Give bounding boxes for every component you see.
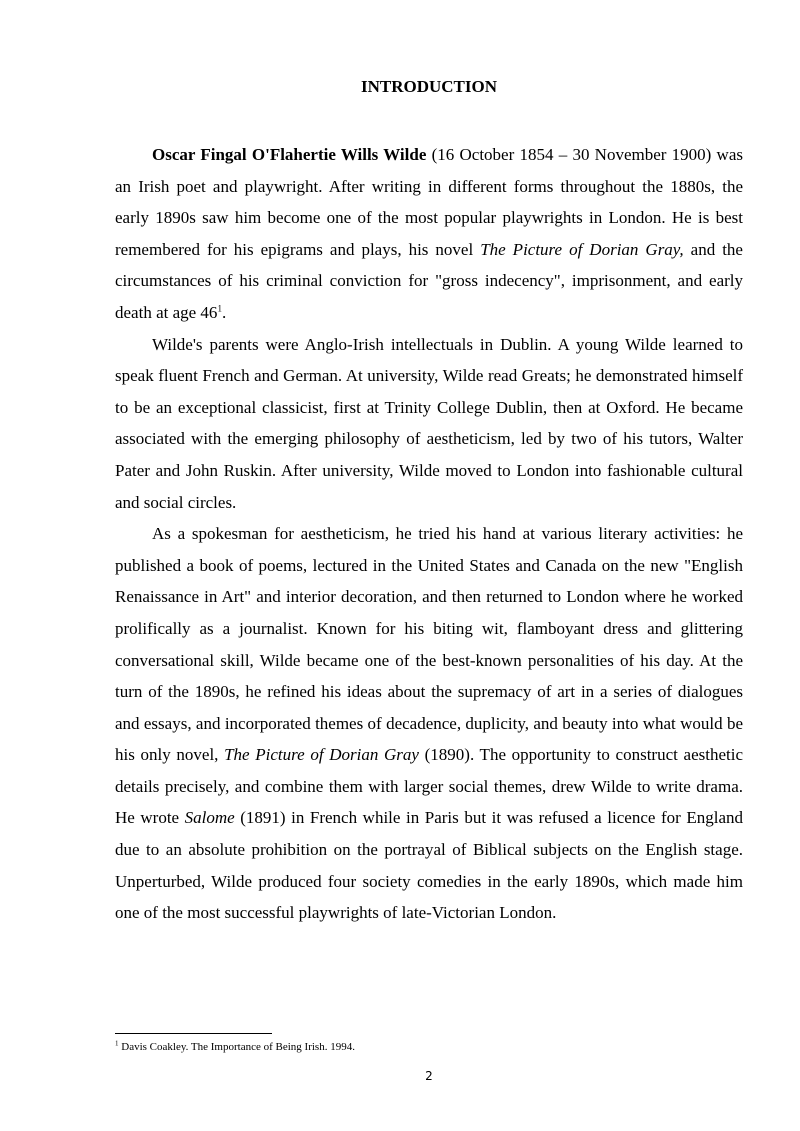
footnote-divider <box>115 1033 272 1034</box>
footnote <box>115 1040 743 1054</box>
footnote-reference[interactable]: 1 <box>217 303 222 314</box>
footnote-marker: 1 <box>115 1039 119 1048</box>
paragraph-1-text-b: and the circumstances of his criminal conviction for "gross indecency", imprisonment, and early death at age 46 <box>115 239 743 322</box>
paragraph-3 <box>115 518 743 929</box>
paragraph-3-text-c: (1891) in French while in Paris but it was refused a licence for England due to an absolute prohibition on the portrayal of Biblical subjects on the English stage. Unperturbed, Wilde produced four society comedies in the early 1890s, which made him one of the most successful playwrights of late-Victorian London. <box>115 808 743 923</box>
paragraph-1-text-a: (16 October 1854 – 30 November 1900) was an Irish poet and playwright. After writing in different forms throughout the 1880s, the early 1890s saw him become one of the most popular playwrights in London. He is best remembered for his epigrams and plays, his novel <box>115 145 743 259</box>
paragraph-3-text-b: (1890). The opportunity to construct aesthetic details precisely, and combine them with larger social themes, drew Wilde to write drama. He wrote <box>115 745 743 828</box>
footnote-text: Davis Coakley. The Importance of Being Irish. 1994. <box>118 1041 355 1053</box>
novel-title: The Picture of Dorian Gray, <box>480 239 684 259</box>
body-text <box>115 139 743 929</box>
page-number: 2 <box>425 1069 433 1083</box>
paragraph-1-text-c: . <box>221 302 227 322</box>
paragraph-1 <box>115 139 743 329</box>
paragraph-2: Wilde's parents were Anglo-Irish intellectuals in Dublin. A young Wilde learned to speak fluent French and German. At university, Wilde read Greats; he demonstrated himself to be an exceptional classicist, first at Trinity College Dublin, then at Oxford. He became associated with the emerging philosophy of aestheticism, led by two of his tutors, Walter Pater and John Ruskin. After university, Wilde moved to London into fashionable cultural and social circles. <box>115 334 743 512</box>
novel-title: The Picture of Dorian Gray <box>224 745 419 765</box>
page-title: INTRODUCTION <box>360 77 498 96</box>
subject-name: Oscar Fingal O'Flahertie Wills Wilde <box>152 145 427 164</box>
play-title: Salome <box>184 808 235 828</box>
paragraph-3-text-a: As a spokesman for aestheticism, he tried his hand at various literary activities: he published a book of poems, lectured in the United States and Canada on the new "English Renaissance in Art" and interior decoration, and then returned to London where he worked prolifically as a journalist. Known for his biting wit, flamboyant dress and glittering conversational skill, Wilde became one of the best-known personalities of his day. At the turn of the 1890s, he refined his ideas about the supremacy of art in a series of dialogues and essays, and incorporated themes of decadence, duplicity, and beauty into what would be his only novel, <box>115 524 743 765</box>
